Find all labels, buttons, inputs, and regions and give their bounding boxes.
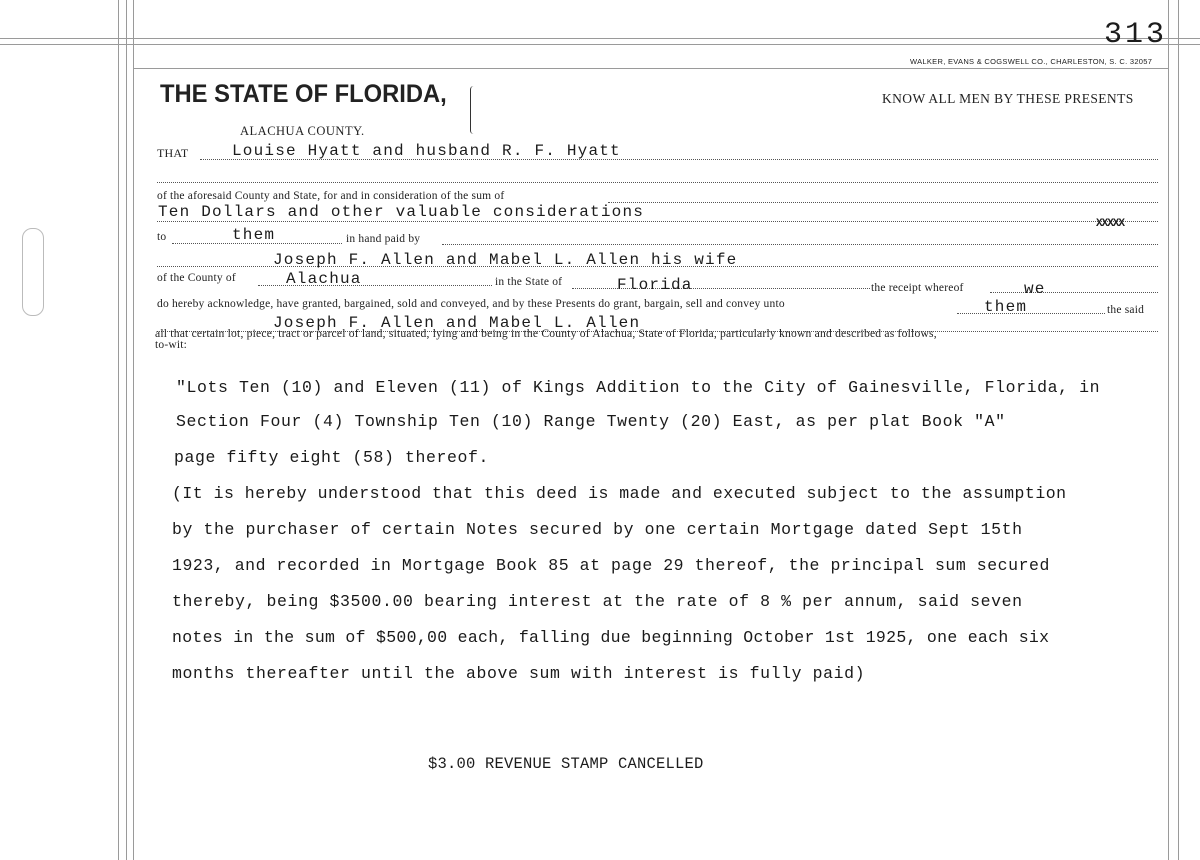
right-margin-line xyxy=(1168,0,1169,860)
revenue-stamp-note: $3.00 REVENUE STAMP CANCELLED xyxy=(428,755,704,773)
that-label: THAT xyxy=(157,146,189,160)
description-line: (It is hereby understood that this deed is made and executed subject to the assumption xyxy=(172,484,1067,503)
left-margin-line-2 xyxy=(126,0,127,860)
grantors-field: Louise Hyatt and husband R. F. Hyatt xyxy=(232,142,621,160)
county-of-label: of the County of xyxy=(157,272,236,284)
consideration-dots xyxy=(608,202,1158,203)
acknowledge-label: do hereby acknowledge, have granted, bargained, sold and conveyed, and by these Presents do grant, bargain, sell and convey unto xyxy=(157,298,785,310)
to-wit-label: to-wit: xyxy=(155,339,188,351)
top-rule xyxy=(0,38,1200,39)
grantees-short-field: Joseph F. Allen and Mabel L. Allen xyxy=(273,314,641,332)
convey-field: them xyxy=(984,298,1028,316)
certain-lot-label: all that certain lot, piece, tract or parcel of land, situated, lying and being in the County of Alachua, State of Florida, particularly known and described as follows, xyxy=(155,327,937,340)
to-field: them xyxy=(232,226,276,244)
state-field: Florida xyxy=(617,276,693,294)
consideration-line xyxy=(157,221,1158,222)
description-line: notes in the sum of $500,00 each, falling due beginning October 1st 1925, one each six xyxy=(172,628,1050,647)
description-line: months thereafter until the above sum with interest is fully paid) xyxy=(172,664,866,683)
x-mark: XXXXX xyxy=(1096,218,1125,230)
receipt-dots xyxy=(990,292,1158,293)
top-rule-3 xyxy=(134,68,1168,69)
hand-paid-label: in hand paid by xyxy=(346,233,421,245)
binding-hole xyxy=(22,228,44,316)
consideration-label: of the aforesaid County and State, for and in consideration of the sum of xyxy=(157,190,505,202)
printer-imprint: WALKER, EVANS & COGSWELL CO., CHARLESTON, S. C. 32057 xyxy=(910,57,1153,66)
receipt-label: the receipt whereof xyxy=(871,282,964,294)
left-margin-line-3 xyxy=(133,0,134,860)
description-line: 1923, and recorded in Mortgage Book 85 at page 29 thereof, the principal sum secured xyxy=(172,556,1050,575)
top-rule-2 xyxy=(0,44,1200,45)
grantees-field: Joseph F. Allen and Mabel L. Allen his wife xyxy=(273,251,738,269)
county-field: Alachua xyxy=(286,270,362,288)
to-label: to xyxy=(157,231,167,243)
description-line: page fifty eight (58) thereof. xyxy=(174,448,490,467)
description-line: Section Four (4) Township Ten (10) Range Twenty (20) East, as per plat Book "A" xyxy=(176,412,1006,431)
brace-mark xyxy=(470,86,477,134)
document-title: THE STATE OF FLORIDA, xyxy=(160,80,447,108)
blank-line-1 xyxy=(157,182,1158,183)
page-number: 313 xyxy=(1104,18,1168,52)
consideration-field: Ten Dollars and other valuable considerations xyxy=(158,203,645,221)
left-margin-line xyxy=(118,0,119,860)
know-all-men-label: KNOW ALL MEN BY THESE PRESENTS xyxy=(882,91,1134,106)
receipt-field: we xyxy=(1024,280,1046,298)
convey-dots xyxy=(957,313,1105,314)
state-of-label: in the State of xyxy=(495,276,563,288)
hand-paid-dots xyxy=(442,244,1158,245)
description-line: thereby, being $3500.00 bearing interest at the rate of 8 % per annum, said seven xyxy=(172,592,1023,611)
the-said-label: the said xyxy=(1107,304,1145,316)
description-line: by the purchaser of certain Notes secured by one certain Mortgage dated Sept 15th xyxy=(172,520,1023,539)
county-label: ALACHUA COUNTY. xyxy=(240,124,365,138)
description-line: "Lots Ten (10) and Eleven (11) of Kings Addition to the City of Gainesville, Florida, in xyxy=(176,378,1101,397)
right-margin-line-2 xyxy=(1178,0,1179,860)
